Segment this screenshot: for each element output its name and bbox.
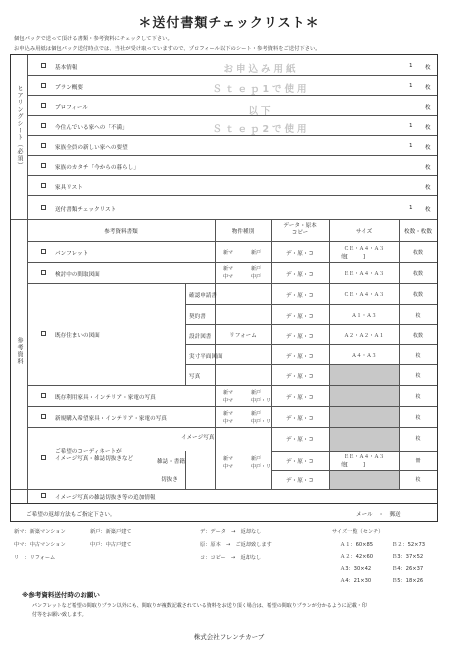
item-basic-info: 基本情報 [55,65,78,71]
checkbox-checklist[interactable] [41,205,46,210]
type-plan-2: 中マ [223,274,234,280]
unit-pamphlet: 枚数 [412,250,423,256]
item-complaints: 今住んでいる家への「不満」 [55,125,128,131]
size-a1: Ａ１：60×85 [340,542,374,548]
watermark-application-form: お申込み用紙 [223,64,299,75]
qty-basic-info: 1 [409,63,413,69]
checklist-table [10,54,438,504]
unit-family-form: 枚 [425,165,431,171]
checkbox-basic-info[interactable] [41,63,46,68]
checkbox-family-requests[interactable] [41,143,46,148]
type-new-furniture-1: 新戸 [251,411,262,417]
type-plan-0: 新マ [223,266,234,272]
size-list-title: サイズ一覧（センチ） [332,529,384,535]
type-new-furniture-3: 中戸・リ [251,419,272,425]
unit-plan-summary: 枚 [425,85,431,91]
watermark-below: 以下 [248,106,274,117]
unit-design: 枚数 [412,333,423,339]
subitem-confirmation: 確認申請書 [189,293,217,299]
unit-new-furniture: 枚 [415,415,421,421]
return-options[interactable]: メール ・ 郵送 [356,512,401,518]
type-image-3: 中戸・リ [251,464,272,470]
reform-label: リフォーム [229,333,257,339]
format-image-2: デ・原・コ [286,459,314,465]
size2-pamphlet: 他[ ] [341,254,365,260]
size-b2: Ｂ２：52×73 [392,542,426,548]
item-image-note: イメージ写真の雑誌切抜き等の追加情報 [55,495,156,501]
subitem-floorplan: 実寸平面図面 [189,354,223,360]
checkbox-new-furniture[interactable] [41,414,46,419]
checkbox-furniture-list[interactable] [41,183,46,188]
format-floorplan: デ・原・コ [286,354,314,360]
unit-complaints: 枚 [425,125,431,131]
checkbox-family-form[interactable] [41,163,46,168]
checkbox-interior[interactable] [41,393,46,398]
qty-family-requests: 1 [409,143,413,149]
unit-interior: 枚 [415,394,421,400]
item-interior: 既存利用家具・インテリア・家電の写真 [55,395,156,401]
watermark-step1: Ｓｔｅｐ1で使用 [212,84,310,95]
image-sub1: 雑誌・書籍 [157,459,185,465]
unit-confirmation: 枚数 [412,292,423,298]
item-checklist: 送付書類チェックリスト [55,207,117,213]
format-pamphlet: デ・原・コ [286,251,314,257]
legend-new-mansion: 新マ：新築マンション [14,529,66,535]
type-image-1: 新戸 [251,456,262,462]
item-pamphlet: パンフレット [55,251,89,257]
legend-data: デ：データ → 返却なし [200,529,262,535]
size-a4: Ａ4：21×30 [340,578,372,584]
unit-plan: 枚数 [412,271,423,277]
checkbox-plan-summary[interactable] [41,83,46,88]
type-new-furniture-0: 新マ [223,411,234,417]
item-plan: 検討中の間取図面 [55,272,100,278]
type-interior-2: 中マ [223,398,234,404]
unit-furniture-list: 枚 [425,185,431,191]
type-new-furniture-2: 中マ [223,419,234,425]
unit-checklist: 枚 [425,207,431,213]
size-a3: Ａ3：30×42 [340,566,372,572]
size-plan: ＥＥ・Ａ４・Ａ３ [343,271,384,277]
subitem-design: 設計図書 [189,334,212,340]
format-photo: デ・原・コ [286,374,314,380]
unit-image-1: 枚 [415,436,421,442]
unit-profile: 枚 [425,105,431,111]
intro-line-1: 個包パックで送って頂ける書類・参考資料にチェックして下さい。 [14,36,173,42]
reference-section-label: 参考資料 [16,337,23,365]
legend-used-house: 中戸：中古戸建て [90,542,132,548]
checkbox-plan[interactable] [41,270,46,275]
item-new-furniture: 新規購入希望家具・インテリア・家電の写真 [55,416,167,422]
checkbox-pamphlet[interactable] [41,249,46,254]
type-interior-1: 新戸 [251,390,262,396]
return-label: ご希望の返却方法もご指定下さい。 [26,512,116,518]
qty-checklist: 1 [409,205,413,211]
size-confirmation: ＣＥ・Ａ４・Ａ３ [343,292,384,298]
checkbox-complaints[interactable] [41,123,46,128]
header-size: サイズ [355,229,373,235]
image-header: イメージ写真 [181,435,215,441]
unit-image-2: 冊 [415,458,421,464]
size-pamphlet: ＣＥ・Ａ４・Ａ３ [343,246,384,252]
type-plan-3: 中戸 [251,274,262,280]
company-name: 株式会社フレンチカーブ [193,633,265,641]
watermark-step2: Ｓｔｅｐ2で使用 [212,124,310,135]
notice-title: ※参考資料送付時のお願い [22,591,100,599]
size-b5: Ｂ5：18×26 [392,578,424,584]
item-family-requests: 家族全員の新しい家への要望 [55,145,128,151]
size-design: Ａ２・Ａ２・Ａ１ [343,333,384,339]
checkbox-image[interactable] [41,455,46,460]
size-b3: Ｂ3：37×52 [392,554,424,560]
item-image: ご希望のコーディネートが イメージ写真・雑誌切抜きなど [55,449,134,462]
notice-body-1: パンフレットなど希望の間取りプラン以外にも、間取りが複数記載されている資料をお送り頂く場合は、希望の間取りプランが分かるように記載・印 [32,603,367,609]
unit-basic-info: 枚 [425,65,431,71]
legend-new-house: 新戸：新築戸建て [90,529,132,535]
type-pamphlet-0: 新マ [223,250,234,256]
type-interior-0: 新マ [223,390,234,396]
format-contract: デ・原・コ [286,314,314,320]
legend-original: 原：原本 → ご返却致します [200,542,272,548]
size-contract: Ａ１・Ａ３ [351,313,377,319]
type-image-0: 新マ [223,456,234,462]
header-docs: 参考資料書類 [104,229,138,235]
item-family-form: 家族のカタチ「今からの暮らし」 [55,165,139,171]
size-a2: Ａ２：42×60 [340,554,374,560]
item-plan-summary: プラン概要 [55,85,83,91]
subitem-photo: 写真 [189,374,201,380]
format-new-furniture: デ・原・コ [286,416,314,422]
header-count: 枚数・枚数 [404,229,432,235]
header-property-type: 物件種別 [231,229,255,235]
type-interior-3: 中戸・リ [251,398,272,404]
format-image-3: デ・原・コ [286,478,314,484]
subitem-contract: 契約書 [189,314,206,320]
legend-copy: コ：コピー → 返却なし [200,555,262,561]
item-current-home: 既存住まいの図面 [55,333,100,339]
hearing-section-label: ヒアリングシート（必須） [16,85,23,169]
format-design: デ・原・コ [286,334,314,340]
unit-image-3: 枚 [415,477,421,483]
unit-floorplan: 枚 [415,353,421,359]
size-b4: Ｂ4：26×37 [392,566,424,572]
unit-contract: 枚 [415,313,421,319]
type-plan-1: 新戸 [251,266,262,272]
legend-used-mansion: 中マ：中古マンション [14,542,66,548]
format-confirmation: デ・原・コ [286,293,314,299]
legend-reform: リ ：リフォーム [14,555,56,561]
page-title: ＊送付書類チェックリスト＊ [138,16,320,31]
unit-photo: 枚 [415,373,421,379]
checkbox-image-note[interactable] [41,493,46,498]
checkbox-profile[interactable] [41,103,46,108]
unit-family-requests: 枚 [425,145,431,151]
notice-body-2: 付等をお願い致します。 [32,612,87,618]
header-data-format: データ・原本 コピー [283,223,317,236]
type-image-2: 中マ [223,464,234,470]
image-sub2: 切抜き [161,477,178,483]
size2-image: 他[ ] [341,462,365,468]
qty-complaints: 1 [409,123,413,129]
intro-line-2: お申込み用紙は個包パック送付時点では、当社が受け取っていますので、プロフィール以下のシート・参考資料をご送付下さい。 [14,46,321,52]
item-profile: プロフィール [55,105,89,111]
checkbox-current-home[interactable] [41,331,46,336]
qty-plan-summary: 1 [409,83,413,89]
type-pamphlet-1: 新戸 [251,250,262,256]
size-image: ＥＥ・Ａ４・Ａ３ [343,454,384,460]
size-floorplan: Ａ４・Ａ３ [351,353,377,359]
format-image-1: デ・原・コ [286,437,314,443]
format-plan: デ・原・コ [286,272,314,278]
format-interior: デ・原・コ [286,395,314,401]
item-furniture-list: 家具リスト [55,185,83,191]
